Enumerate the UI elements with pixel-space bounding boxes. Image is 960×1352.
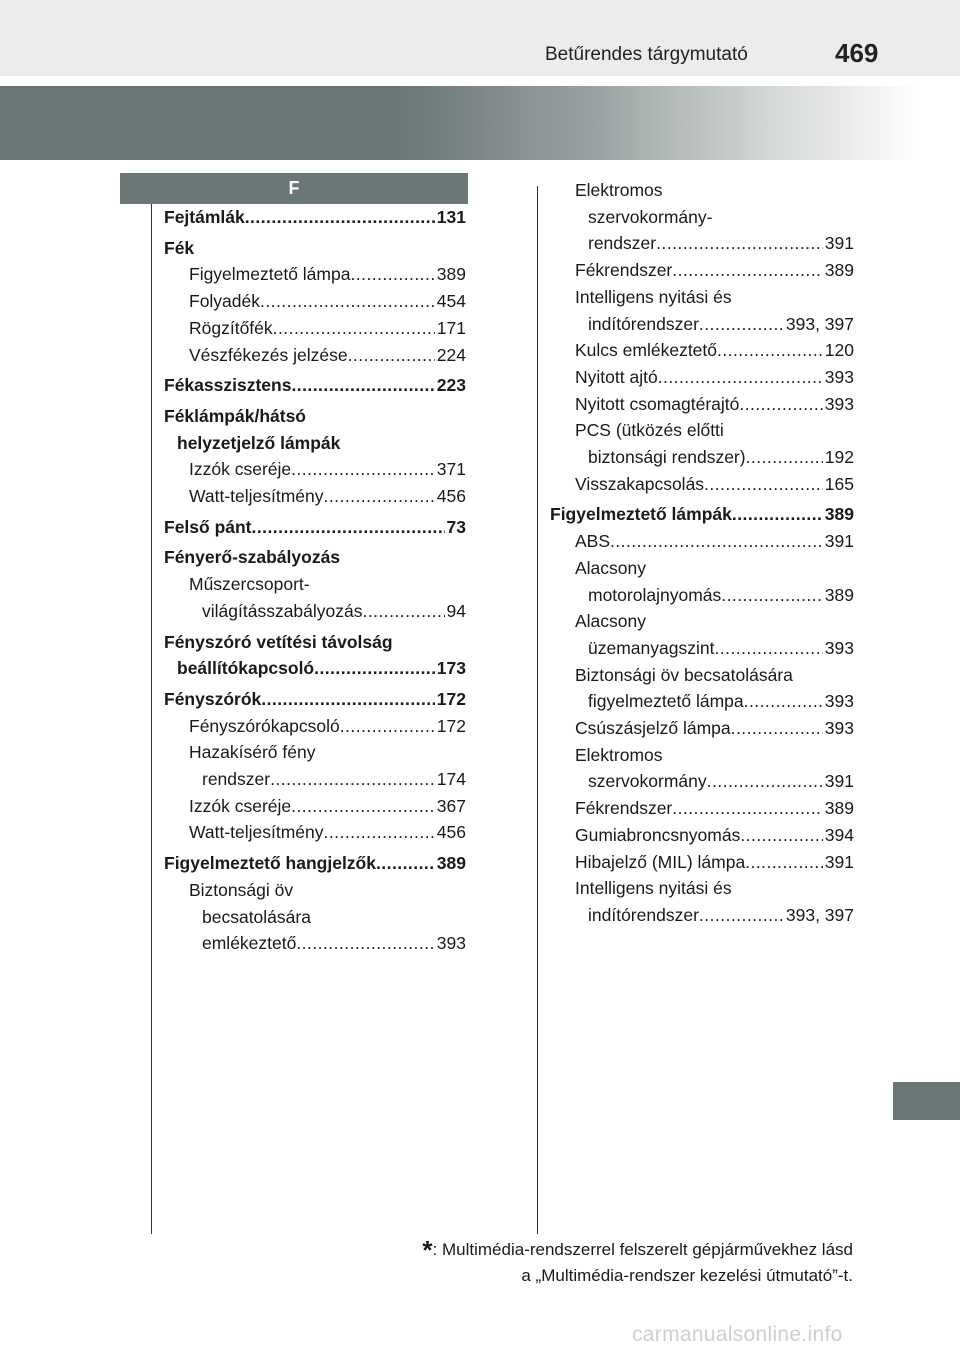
- index-entry: [164, 403, 466, 430]
- index-entry-text: PCS (ütközés előtti: [575, 420, 724, 441]
- index-entry-text: biztonsági rendszer): [588, 447, 746, 468]
- index-entry-page: 393: [824, 393, 854, 414]
- dot-leader: [291, 372, 434, 399]
- dot-leader: [252, 514, 445, 541]
- dot-leader: [261, 686, 435, 713]
- index-entry: [550, 417, 854, 444]
- center-column-divider: [537, 186, 538, 1234]
- index-column-right: [550, 177, 854, 929]
- index-entry: [164, 372, 466, 399]
- index-entry-text: Alacsony: [575, 557, 647, 578]
- index-entry: [164, 544, 466, 571]
- index-entry: [550, 582, 854, 609]
- index-entry: [164, 655, 466, 682]
- index-entry-text: Felső pánt: [164, 516, 252, 537]
- index-entry: [550, 364, 854, 391]
- index-entry-page: 172: [436, 688, 466, 709]
- watermark: carmanualsonline.info: [632, 1323, 843, 1346]
- index-entry-text: motorolajnyomás: [588, 584, 722, 605]
- index-entry-text: Figyelmeztető lámpák: [550, 504, 732, 525]
- dot-leader: [656, 230, 823, 257]
- dot-leader: [672, 795, 823, 822]
- index-entry-page: 393, 397: [785, 313, 854, 334]
- index-entry: [164, 930, 466, 957]
- index-entry-page: 94: [446, 600, 466, 621]
- dot-leader: [348, 342, 435, 369]
- header-bar: [0, 0, 960, 76]
- index-entry-text: Fék: [164, 237, 195, 258]
- footnote-line-2: a „Multimédia-rendszer kezelési útmutató”-t.: [521, 1266, 853, 1285]
- index-entry: [164, 598, 466, 625]
- index-entry-text: Izzók cseréje: [189, 459, 292, 480]
- index-entry: [164, 514, 466, 541]
- index-entry: [550, 688, 854, 715]
- index-entry-text: Watt-teljesítmény: [189, 486, 324, 507]
- index-entry-page: 393, 397: [785, 904, 854, 925]
- footnote-line-1: : Multimédia-rendszerrel felszerelt gépjárművekhez lásd: [432, 1240, 853, 1259]
- index-entry: [550, 742, 854, 769]
- index-entry: [550, 875, 854, 902]
- index-entry-page: 389: [824, 260, 854, 281]
- index-entry: [550, 608, 854, 635]
- index-entry-text: Alacsony: [575, 611, 647, 632]
- index-entry-page: 371: [436, 459, 466, 480]
- dot-leader: [245, 204, 435, 231]
- index-entry-text: Csúszásjelző lámpa: [575, 718, 731, 739]
- index-entry: [164, 739, 466, 766]
- index-entry-page: 120: [824, 340, 854, 361]
- index-entry-text: Fényszórókapcsoló: [189, 715, 340, 736]
- dot-leader: [260, 288, 435, 315]
- dot-leader: [732, 501, 823, 528]
- index-entry-text: Fényerő-szabályozás: [164, 547, 341, 568]
- index-entry: [164, 850, 466, 877]
- index-entry: [164, 342, 466, 369]
- dot-leader: [717, 337, 823, 364]
- index-entry: [164, 877, 466, 904]
- dot-leader: [699, 902, 784, 929]
- index-entry: [550, 177, 854, 204]
- footnote-marker: *: [422, 1235, 433, 1265]
- index-entry-text: emlékeztető: [202, 933, 297, 954]
- index-entry-text: ABS: [575, 531, 611, 552]
- index-entry: [164, 766, 466, 793]
- index-column-left: [164, 204, 466, 957]
- index-entry-page: 391: [824, 531, 854, 552]
- index-entry: [164, 819, 466, 846]
- index-entry: [164, 235, 466, 262]
- index-entry: [164, 571, 466, 598]
- dot-leader: [273, 315, 435, 342]
- dot-leader: [744, 688, 823, 715]
- dot-leader: [707, 768, 823, 795]
- dot-leader: [376, 850, 435, 877]
- dot-leader: [291, 793, 435, 820]
- footnote: [340, 1237, 853, 1288]
- index-entry: [550, 257, 854, 284]
- index-entry: [164, 456, 466, 483]
- index-entry-page: 389: [824, 584, 854, 605]
- index-entry-page: 223: [436, 375, 466, 396]
- index-entry-text: Elektromos: [575, 180, 663, 200]
- index-entry: [164, 430, 466, 457]
- index-entry-text: szervokormány: [588, 771, 707, 792]
- index-entry-text: figyelmeztető lámpa: [588, 691, 744, 712]
- index-entry-page: 393: [436, 933, 466, 954]
- index-entry: [164, 204, 466, 231]
- index-entry: [164, 483, 466, 510]
- dot-leader: [610, 528, 823, 555]
- index-entry-page: 393: [824, 637, 854, 658]
- dot-leader: [363, 598, 445, 625]
- index-entry-page: 73: [446, 516, 466, 537]
- section-letter: F: [120, 173, 468, 204]
- dot-leader: [270, 766, 435, 793]
- index-entry: [164, 686, 466, 713]
- index-entry: [550, 555, 854, 582]
- index-entry-page: 391: [824, 233, 854, 254]
- dot-leader: [340, 713, 435, 740]
- index-entry: [550, 822, 854, 849]
- index-entry-page: 173: [436, 658, 466, 679]
- index-entry-text: Visszakapcsolás: [575, 473, 705, 494]
- index-entry: [550, 662, 854, 689]
- index-entry-text: Nyitott csomagtérajtó: [575, 393, 740, 414]
- dot-leader: [314, 655, 435, 682]
- index-entry-text: Fékrendszer: [575, 798, 673, 819]
- dot-leader: [672, 257, 823, 284]
- index-entry-text: indítórendszer: [588, 313, 699, 334]
- index-entry-text: Hibajelző (MIL) lámpa: [575, 851, 746, 872]
- dot-leader: [721, 582, 823, 609]
- index-entry: [164, 793, 466, 820]
- index-entry: [164, 315, 466, 342]
- index-entry-page: 224: [436, 344, 466, 365]
- index-entry-text: Watt-teljesítmény: [189, 822, 324, 843]
- index-entry-page: 131: [436, 207, 466, 227]
- index-entry-text: Intelligens nyitási és: [575, 878, 732, 899]
- page-number: 469: [835, 38, 879, 68]
- index-entry: [164, 904, 466, 931]
- index-entry: [550, 204, 854, 231]
- index-entry: [550, 528, 854, 555]
- dot-leader: [324, 819, 435, 846]
- index-entry-page: 389: [436, 264, 466, 285]
- index-entry-page: 456: [436, 486, 466, 507]
- index-entry-text: Biztonsági öv becsatolására: [575, 664, 793, 685]
- index-entry-page: 394: [824, 824, 854, 845]
- index-entry-text: Műszercsoport-: [189, 574, 310, 595]
- index-entry-page: 393: [824, 366, 854, 387]
- index-entry-text: Figyelmeztető hangjelzők: [164, 853, 376, 874]
- index-entry: [550, 471, 854, 498]
- index-entry-text: indítórendszer: [588, 904, 699, 925]
- index-entry-page: 393: [824, 718, 854, 739]
- index-entry-text: Gumiabroncsnyomás: [575, 824, 741, 845]
- index-entry: [550, 501, 854, 528]
- index-entry-text: Folyadék: [189, 291, 261, 312]
- dot-leader: [658, 364, 823, 391]
- index-entry: [550, 337, 854, 364]
- index-entry-page: 389: [436, 853, 466, 874]
- index-entry: [164, 713, 466, 740]
- index-entry: [164, 629, 466, 656]
- dot-leader: [324, 483, 435, 510]
- index-entry-text: Fejtámlák: [164, 207, 245, 227]
- dot-leader: [714, 635, 822, 662]
- index-entry-page: 174: [436, 769, 466, 790]
- page-title: Betűrendes tárgymutató: [545, 44, 748, 65]
- index-entry-text: világításszabályozás: [202, 600, 363, 621]
- index-entry: [550, 284, 854, 311]
- index-entry-text: beállítókapcsoló: [177, 658, 315, 679]
- index-entry-text: Fékasszisztens: [164, 375, 292, 396]
- index-entry: [550, 444, 854, 471]
- dot-leader: [745, 849, 823, 876]
- index-entry: [550, 715, 854, 742]
- index-entry-text: Féklámpák/hátsó: [164, 405, 306, 426]
- index-entry-page: 454: [436, 291, 466, 312]
- index-entry-page: 367: [436, 795, 466, 816]
- index-entry: [164, 288, 466, 315]
- index-entry-text: Nyitott ajtó: [575, 366, 658, 387]
- index-entry-text: rendszer: [588, 233, 657, 254]
- dot-leader: [740, 822, 822, 849]
- index-entry-page: 192: [824, 447, 854, 468]
- index-entry-page: 456: [436, 822, 466, 843]
- index-entry-text: rendszer: [202, 769, 271, 790]
- index-entry-text: üzemanyagszint: [588, 637, 715, 658]
- index-entry-text: Fényszóró vetítési távolság: [164, 631, 393, 652]
- index-entry: [550, 902, 854, 929]
- index-entry-text: Elektromos: [575, 744, 663, 765]
- index-entry-text: Fényszórók: [164, 688, 262, 709]
- index-entry-text: Vészfékezés jelzése: [189, 344, 348, 365]
- index-entry-text: becsatolására: [202, 906, 311, 927]
- index-entry: [550, 230, 854, 257]
- header-banner: [0, 86, 960, 160]
- index-entry-text: Hazakísérő fény: [189, 742, 316, 763]
- index-entry: [550, 795, 854, 822]
- index-entry: [550, 849, 854, 876]
- index-entry: [550, 391, 854, 418]
- dot-leader: [704, 471, 823, 498]
- index-entry-page: 389: [824, 798, 854, 819]
- index-entry-text: Biztonsági öv: [189, 879, 294, 900]
- dot-leader: [291, 456, 435, 483]
- index-entry-page: 391: [824, 851, 854, 872]
- index-entry: [550, 768, 854, 795]
- left-column-divider: [151, 204, 152, 1234]
- index-entry-text: Fékrendszer: [575, 260, 673, 281]
- dot-leader: [739, 391, 822, 418]
- index-entry-text: Izzók cseréje: [189, 795, 292, 816]
- dot-leader: [350, 261, 434, 288]
- index-entry-text: szervokormány-: [588, 206, 713, 227]
- index-entry-page: 165: [824, 473, 854, 494]
- index-entry-page: 391: [824, 771, 854, 792]
- dot-leader: [731, 715, 823, 742]
- dot-leader: [699, 311, 784, 338]
- dot-leader: [296, 930, 434, 957]
- index-entry-page: 172: [436, 715, 466, 736]
- index-entry-text: helyzetjelző lámpák: [177, 432, 341, 453]
- index-entry-text: Intelligens nyitási és: [575, 286, 732, 307]
- index-entry: [550, 635, 854, 662]
- index-entry-text: Figyelmeztető lámpa: [189, 264, 351, 285]
- index-entry-text: Rögzítőfék: [189, 317, 273, 338]
- index-entry-page: 389: [824, 504, 854, 525]
- index-entry-page: 393: [824, 691, 854, 712]
- dot-leader: [746, 444, 823, 471]
- index-entry-page: 171: [436, 317, 466, 338]
- index-entry: [550, 311, 854, 338]
- thumb-index-tab: [893, 1082, 960, 1120]
- index-entry-text: Kulcs emlékeztető: [575, 340, 718, 361]
- index-entry: [164, 261, 466, 288]
